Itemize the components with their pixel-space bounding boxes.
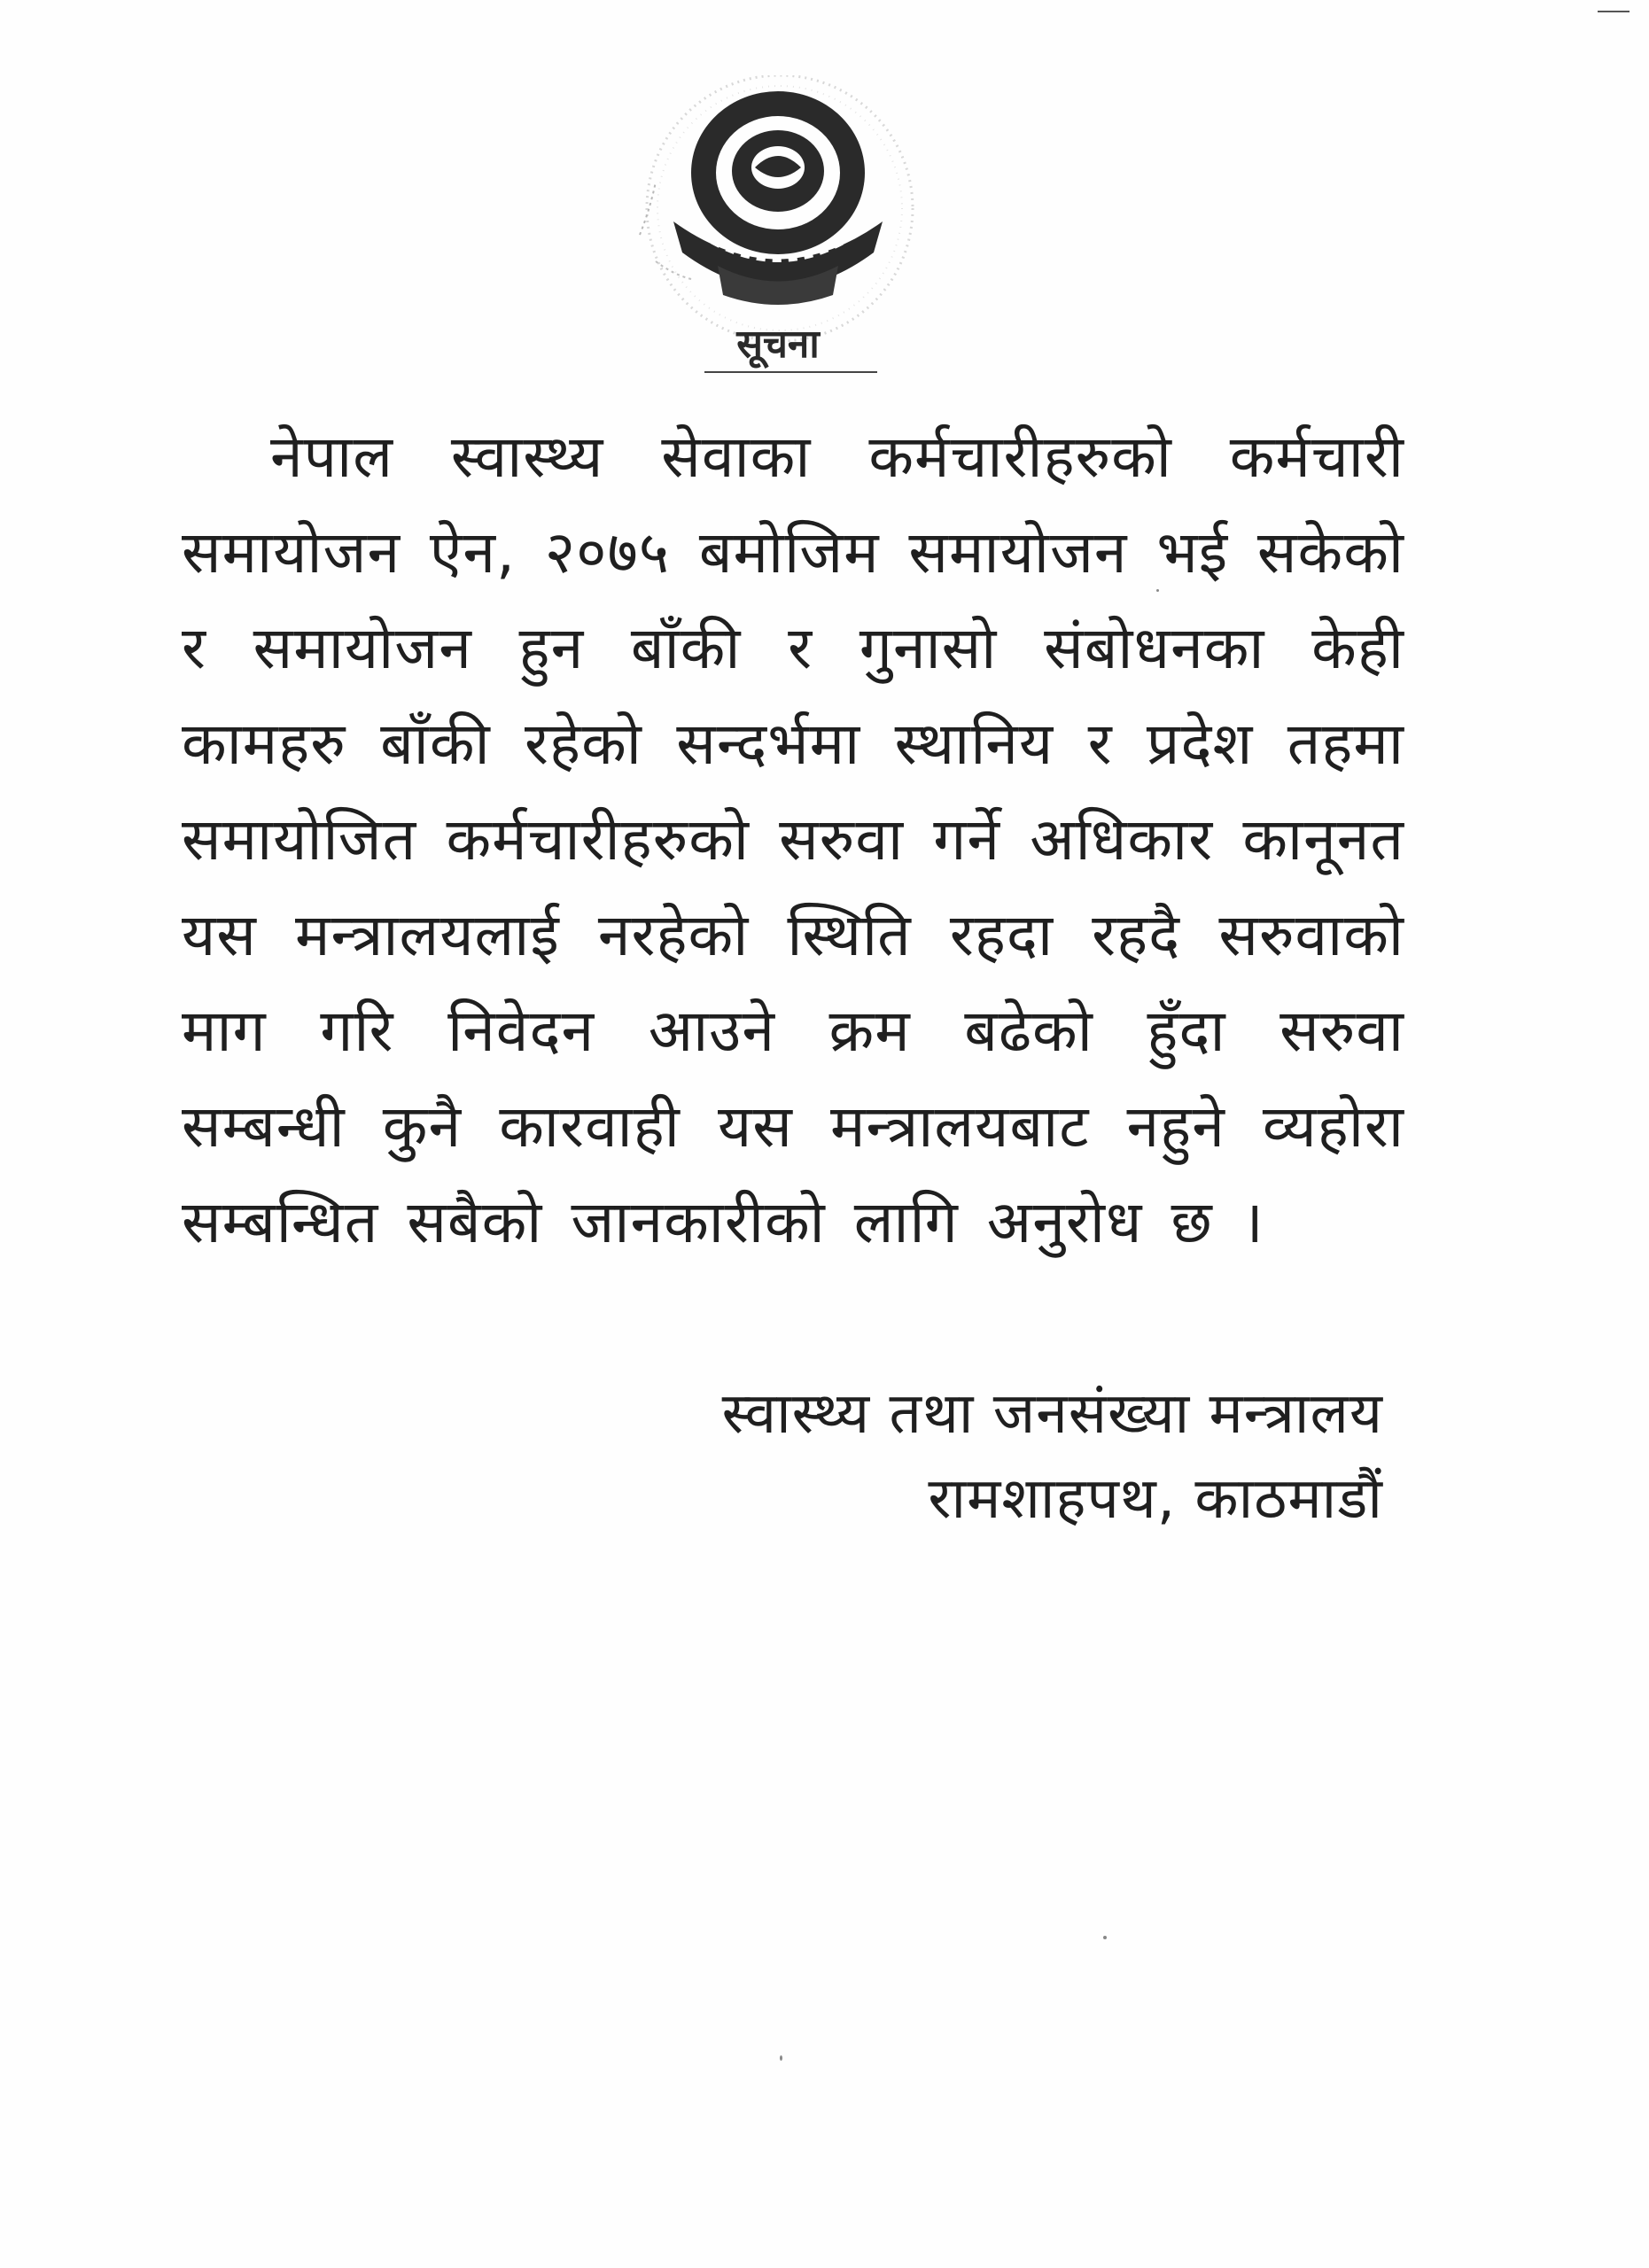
signature-block xyxy=(722,1371,1383,1542)
ministry-name: स्वास्थ्य तथा जनसंख्या मन्त्रालय xyxy=(721,1381,1383,1447)
notice-body: नेपाल स्वास्थ्य सेवाका कर्मचारीहरुको कर्मचारी समायोजन ऐन, २०७५ बमोजिम समायोजन भई सकेको र समायोजन हुन बाँकी र गुनासो संबोधनका केही कामहरु बाँकी रहेको सन्दर्भमा स्थानिय र प्रदेश तहमा समायोजित कर्मचारीहरुको सरुवा गर्ने अधिकार कानूनत यस मन्त्रालयलाई नरहेको स्थिति रहदा रहदै सरुवाको माग गरि निवेदन आउने क्रम बढेको हुँदा सरुवा सम्बन्धी कुनै कारवाही यस मन्त्रालयबाट नहुने व्यहोरा सम्बन्धित सबैको जानकारीको लागि अनुरोध छ । xyxy=(182,423,1404,1256)
ministry-address: रामशाहपथ, काठमाडौं xyxy=(928,1466,1383,1532)
seal-caption: सूचना xyxy=(736,322,820,367)
scan-speck xyxy=(780,2055,782,2061)
government-seal xyxy=(620,75,939,377)
corner-mark xyxy=(1598,11,1630,12)
scan-speck xyxy=(1103,1936,1107,1939)
scan-speck xyxy=(1156,589,1159,592)
